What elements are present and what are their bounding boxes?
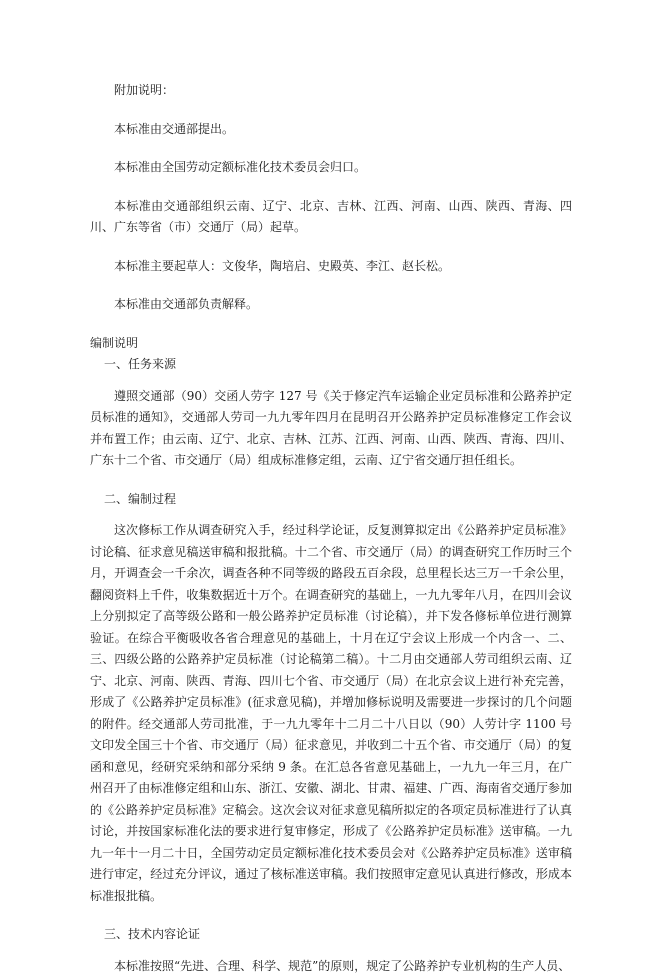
- section2-heading: 二、编制过程: [90, 489, 572, 511]
- note-drafters-org: 本标准由交通部组织云南、辽宁、北京、吉林、江西、河南、山西、陕西、青海、四川、广东等省（市）交通厅（局）起草。: [90, 196, 572, 239]
- note-main-drafters: 本标准主要起草人：文俊华，陶培启、史殿英、李江、赵长松。: [90, 256, 572, 278]
- section3-heading: 三、技术内容论证: [90, 924, 572, 946]
- note-centralizer: 本标准由全国劳动定额标准化技术委员会归口。: [90, 157, 572, 179]
- section2-paragraph: 这次修标工作从调查研究入手，经过科学论证，反复测算拟定出《公路养护定员标准》讨论稿、征求意见稿送审稿和报批稿。十二个省、市交通厅（局）的调查研究工作历时三个月，开调查会一千余次，调查各种不同等级的路段五百余段，总里程长达三万一千余公里，翻阅资料上千件，收集数据近十万个。在调查研究的基础上，一九九零年八月，在四川会议上分别拟定了高等级公路和一般公路养护定员标准（讨论稿），并下发各修标单位进行测算验证。在综合平衡吸收各省合理意见的基础上，十月在辽宁会议上形成一个内含一、二、三、四级公路的公路养护定员标准（讨论稿第二稿）。十二月由交通部人劳司组织云南、辽宁、北京、河南、陕西、青海、四川七个省、市交通厅（局）在北京会议上进行补充完善，形成了《公路养护定员标准》(征求意见稿)，并增加修标说明及需要进一步探讨的几个问题的附件。经交通部人劳司批准，于一九九零年十二月二十八日以（90）人劳计字 1100 号文印发全国三十个省、市交通厅（局）征求意见，并收到二十五个省、市交通厅（局）的复函和意见，经研究采纳和部分采纳 9 条。在汇总各省意见基础上，一九九一年三月，在广州召开了由标准修定组和山东、浙江、安徽、湖北、甘肃、福建、广西、海南省交通厅参加的《公路养护定员标准》定稿会。这次会议对征求意见稿所拟定的各项定员标准进行了认真讨论，并按国家标准化法的要求进行复审修定，形成了《公路养护定员标准》送审稿。一九九一年十一月二十日，全国劳动定员定额标准化技术委员会对《公路养护定员标准》送审稿进行审定，经过充分评议，通过了核标准送审稿。我们按照审定意见认真进行修改，形成本标准报批稿。: [90, 520, 572, 907]
- note-proposer: 本标准由交通部提出。: [90, 119, 572, 141]
- section3-paragraph: 本标准按照“先进、合理、科学、规范”的原则，规定了公路养护专业机构的生产人员、: [90, 956, 572, 977]
- document-body: [90, 80, 572, 977]
- note-interpretation: 本标准由交通部负责解释。: [90, 294, 572, 316]
- compilation-title: 编制说明: [90, 333, 572, 355]
- section1-paragraph: 遵照交通部（90）交函人劳字 127 号《关于修定汽车运输企业定员标准和公路养护定员标准的通知》，交通部人劳司一九九零年四月在昆明召开公路养护定员标准修定工作会议并布置工作；由云南、辽宁、北京、吉林、江苏、江西、河南、山西、陕西、青海、四川、广东十二个省、市交通厅（局）组成标准修定组，云南、辽宁省交通厅担任组长。: [90, 386, 572, 472]
- section1-heading: 一、任务来源: [90, 354, 572, 376]
- notes-title: 附加说明：: [90, 80, 572, 102]
